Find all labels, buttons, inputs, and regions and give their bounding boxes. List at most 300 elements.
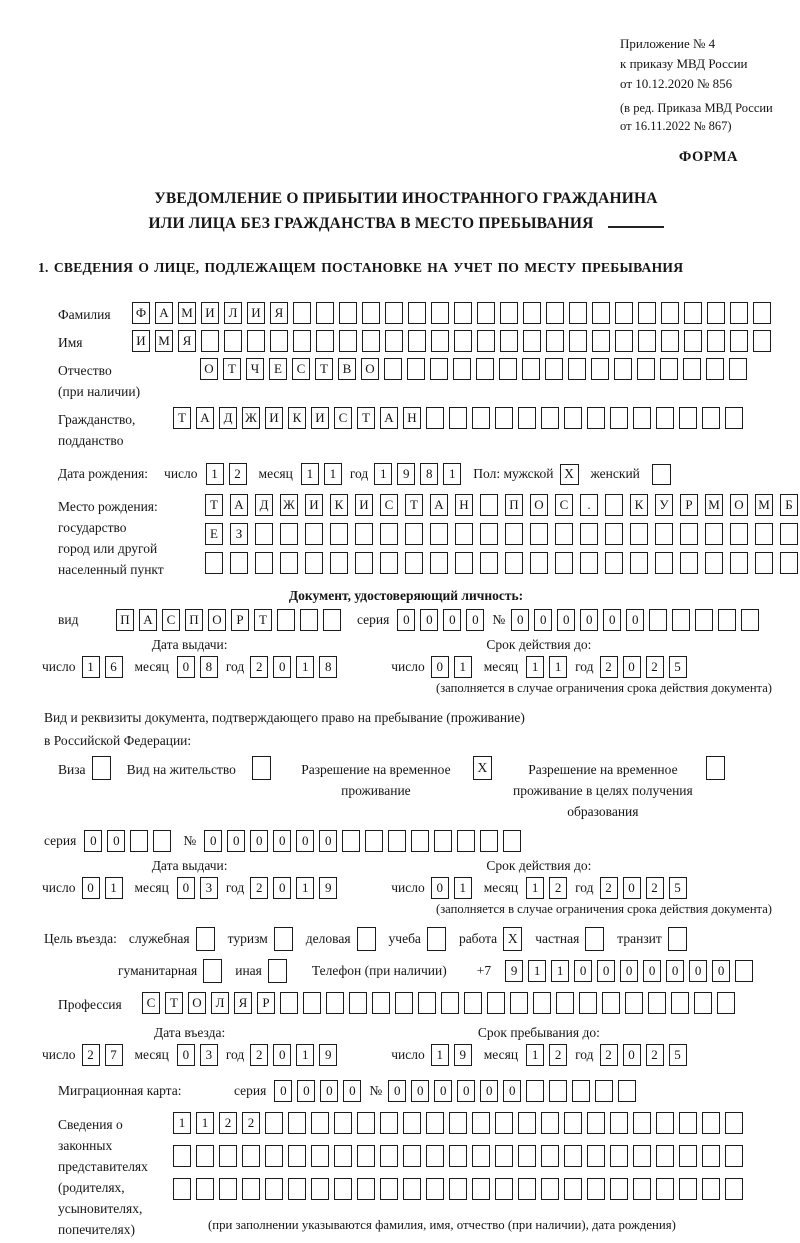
char-cell[interactable]: 3	[200, 1044, 218, 1066]
char-cell[interactable]	[480, 523, 498, 545]
char-cell[interactable]	[718, 609, 736, 631]
char-cell[interactable]	[530, 552, 548, 574]
purpose-business-checkbox[interactable]	[357, 927, 376, 951]
char-cell[interactable]	[587, 1112, 605, 1134]
char-cell[interactable]	[572, 1080, 590, 1102]
char-cell[interactable]	[725, 1145, 743, 1167]
char-cell[interactable]: П	[116, 609, 134, 631]
char-cell[interactable]: 0	[227, 830, 245, 852]
visa-checkbox[interactable]	[92, 756, 111, 780]
permit-issue-month-cells[interactable]	[177, 877, 218, 899]
char-cell[interactable]: 2	[229, 463, 247, 485]
char-cell[interactable]: 0	[320, 1080, 338, 1102]
char-cell[interactable]	[602, 992, 620, 1014]
doc-expiry-day-cells[interactable]	[431, 656, 472, 678]
char-cell[interactable]	[518, 1112, 536, 1134]
char-cell[interactable]: 0	[574, 960, 592, 982]
char-cell[interactable]: 2	[242, 1112, 260, 1134]
char-cell[interactable]	[330, 552, 348, 574]
char-cell[interactable]	[530, 523, 548, 545]
surname-cells[interactable]	[132, 302, 771, 324]
char-cell[interactable]	[615, 330, 633, 352]
char-cell[interactable]	[380, 1178, 398, 1200]
char-cell[interactable]: С	[292, 358, 310, 380]
purpose-tourism-checkbox[interactable]	[274, 927, 293, 951]
char-cell[interactable]: Ч	[246, 358, 264, 380]
char-cell[interactable]	[477, 302, 495, 324]
char-cell[interactable]	[702, 1178, 720, 1200]
char-cell[interactable]	[705, 552, 723, 574]
char-cell[interactable]	[655, 523, 673, 545]
birthplace-cells-row3[interactable]	[205, 552, 798, 574]
char-cell[interactable]	[339, 302, 357, 324]
char-cell[interactable]	[205, 552, 223, 574]
char-cell[interactable]	[403, 1145, 421, 1167]
char-cell[interactable]	[457, 830, 475, 852]
char-cell[interactable]	[453, 358, 471, 380]
char-cell[interactable]	[587, 1178, 605, 1200]
char-cell[interactable]: 1	[296, 656, 314, 678]
char-cell[interactable]: Б	[780, 494, 798, 516]
char-cell[interactable]	[196, 1145, 214, 1167]
char-cell[interactable]: 1	[301, 463, 319, 485]
char-cell[interactable]: А	[430, 494, 448, 516]
char-cell[interactable]: А	[230, 494, 248, 516]
char-cell[interactable]	[230, 552, 248, 574]
char-cell[interactable]: 7	[105, 1044, 123, 1066]
phone-cells[interactable]	[505, 960, 753, 982]
char-cell[interactable]	[545, 358, 563, 380]
char-cell[interactable]	[637, 358, 655, 380]
char-cell[interactable]: 2	[549, 1044, 567, 1066]
char-cell[interactable]	[633, 1112, 651, 1134]
purpose-private-checkbox[interactable]	[585, 927, 604, 951]
char-cell[interactable]: А	[196, 407, 214, 429]
char-cell[interactable]: С	[555, 494, 573, 516]
char-cell[interactable]	[523, 330, 541, 352]
char-cell[interactable]	[533, 992, 551, 1014]
char-cell[interactable]: 2	[549, 877, 567, 899]
char-cell[interactable]: 1	[206, 463, 224, 485]
representatives-cells-row3[interactable]	[173, 1178, 743, 1200]
char-cell[interactable]	[564, 1145, 582, 1167]
char-cell[interactable]: О	[188, 992, 206, 1014]
char-cell[interactable]: 0	[580, 609, 598, 631]
char-cell[interactable]: 0	[557, 609, 575, 631]
char-cell[interactable]	[407, 358, 425, 380]
char-cell[interactable]: 1	[374, 463, 392, 485]
patronymic-cells[interactable]	[200, 358, 747, 380]
char-cell[interactable]	[426, 1112, 444, 1134]
purpose-humanitarian-checkbox[interactable]	[203, 959, 222, 983]
char-cell[interactable]: Т	[405, 494, 423, 516]
char-cell[interactable]: Д	[219, 407, 237, 429]
char-cell[interactable]	[431, 302, 449, 324]
char-cell[interactable]	[255, 523, 273, 545]
char-cell[interactable]	[326, 992, 344, 1014]
char-cell[interactable]: 0	[666, 960, 684, 982]
char-cell[interactable]	[523, 302, 541, 324]
char-cell[interactable]	[580, 552, 598, 574]
purpose-study-checkbox[interactable]	[427, 927, 446, 951]
char-cell[interactable]: Р	[680, 494, 698, 516]
doc-number-cells[interactable]	[511, 609, 759, 631]
gender-female-checkbox[interactable]	[652, 464, 671, 485]
char-cell[interactable]	[411, 830, 429, 852]
char-cell[interactable]: 8	[200, 656, 218, 678]
char-cell[interactable]: 0	[712, 960, 730, 982]
char-cell[interactable]	[579, 992, 597, 1014]
char-cell[interactable]	[173, 1145, 191, 1167]
char-cell[interactable]	[316, 330, 334, 352]
char-cell[interactable]	[679, 1145, 697, 1167]
char-cell[interactable]	[288, 1112, 306, 1134]
char-cell[interactable]	[265, 1178, 283, 1200]
char-cell[interactable]	[555, 523, 573, 545]
char-cell[interactable]	[587, 407, 605, 429]
char-cell[interactable]	[730, 523, 748, 545]
representatives-cells-row2[interactable]	[173, 1145, 743, 1167]
char-cell[interactable]	[564, 1112, 582, 1134]
char-cell[interactable]: 2	[646, 1044, 664, 1066]
char-cell[interactable]	[355, 552, 373, 574]
char-cell[interactable]	[380, 1145, 398, 1167]
char-cell[interactable]	[680, 552, 698, 574]
char-cell[interactable]: Я	[270, 302, 288, 324]
migration-series-cells[interactable]	[274, 1080, 361, 1102]
char-cell[interactable]	[541, 407, 559, 429]
char-cell[interactable]: 6	[105, 656, 123, 678]
char-cell[interactable]	[518, 1178, 536, 1200]
char-cell[interactable]	[472, 407, 490, 429]
char-cell[interactable]	[477, 330, 495, 352]
char-cell[interactable]: И	[355, 494, 373, 516]
doc-series-cells[interactable]	[397, 609, 484, 631]
doc-expiry-year-cells[interactable]	[600, 656, 687, 678]
char-cell[interactable]	[357, 1145, 375, 1167]
char-cell[interactable]	[219, 1178, 237, 1200]
char-cell[interactable]: 8	[319, 656, 337, 678]
birth-month-cells[interactable]	[301, 463, 342, 485]
char-cell[interactable]: 0	[431, 877, 449, 899]
char-cell[interactable]: 0	[296, 830, 314, 852]
char-cell[interactable]	[730, 302, 748, 324]
char-cell[interactable]: Т	[165, 992, 183, 1014]
char-cell[interactable]	[362, 330, 380, 352]
char-cell[interactable]: И	[247, 302, 265, 324]
char-cell[interactable]: М	[755, 494, 773, 516]
char-cell[interactable]: 0	[177, 1044, 195, 1066]
stay-day-cells[interactable]	[431, 1044, 472, 1066]
char-cell[interactable]: 0	[623, 1044, 641, 1066]
citizenship-cells[interactable]	[173, 407, 743, 429]
char-cell[interactable]: 1	[549, 656, 567, 678]
char-cell[interactable]: 0	[511, 609, 529, 631]
birthplace-cells-row1[interactable]	[205, 494, 798, 516]
char-cell[interactable]: 1	[296, 877, 314, 899]
char-cell[interactable]: 0	[388, 1080, 406, 1102]
char-cell[interactable]: И	[305, 494, 323, 516]
char-cell[interactable]	[487, 992, 505, 1014]
gender-male-checkbox[interactable]: X	[560, 464, 579, 485]
char-cell[interactable]	[706, 358, 724, 380]
char-cell[interactable]: 9	[319, 1044, 337, 1066]
char-cell[interactable]	[430, 523, 448, 545]
char-cell[interactable]: 5	[669, 877, 687, 899]
char-cell[interactable]	[694, 992, 712, 1014]
char-cell[interactable]: 2	[219, 1112, 237, 1134]
char-cell[interactable]	[434, 830, 452, 852]
char-cell[interactable]	[592, 330, 610, 352]
char-cell[interactable]	[449, 407, 467, 429]
char-cell[interactable]: 2	[250, 877, 268, 899]
char-cell[interactable]	[707, 302, 725, 324]
char-cell[interactable]: 0	[177, 656, 195, 678]
char-cell[interactable]: 2	[600, 877, 618, 899]
char-cell[interactable]	[730, 552, 748, 574]
char-cell[interactable]: 0	[273, 830, 291, 852]
char-cell[interactable]: О	[361, 358, 379, 380]
char-cell[interactable]	[503, 830, 521, 852]
char-cell[interactable]	[510, 992, 528, 1014]
char-cell[interactable]	[441, 992, 459, 1014]
char-cell[interactable]	[610, 1178, 628, 1200]
char-cell[interactable]: Е	[205, 523, 223, 545]
char-cell[interactable]: П	[185, 609, 203, 631]
char-cell[interactable]	[671, 992, 689, 1014]
char-cell[interactable]	[305, 552, 323, 574]
permit-expiry-year-cells[interactable]	[600, 877, 687, 899]
char-cell[interactable]	[729, 358, 747, 380]
char-cell[interactable]	[280, 523, 298, 545]
char-cell[interactable]	[293, 302, 311, 324]
char-cell[interactable]	[661, 302, 679, 324]
entry-day-cells[interactable]	[82, 1044, 123, 1066]
char-cell[interactable]: Т	[173, 407, 191, 429]
char-cell[interactable]	[610, 407, 628, 429]
char-cell[interactable]: Т	[254, 609, 272, 631]
char-cell[interactable]	[755, 523, 773, 545]
char-cell[interactable]: М	[178, 302, 196, 324]
char-cell[interactable]	[633, 1145, 651, 1167]
char-cell[interactable]	[684, 302, 702, 324]
char-cell[interactable]	[495, 1145, 513, 1167]
char-cell[interactable]	[780, 552, 798, 574]
char-cell[interactable]: М	[155, 330, 173, 352]
char-cell[interactable]	[656, 407, 674, 429]
char-cell[interactable]	[702, 1112, 720, 1134]
char-cell[interactable]	[707, 330, 725, 352]
char-cell[interactable]	[480, 494, 498, 516]
char-cell[interactable]	[426, 407, 444, 429]
char-cell[interactable]: Л	[211, 992, 229, 1014]
char-cell[interactable]	[683, 358, 701, 380]
char-cell[interactable]: 0	[177, 877, 195, 899]
char-cell[interactable]: 0	[420, 609, 438, 631]
char-cell[interactable]: 5	[669, 1044, 687, 1066]
char-cell[interactable]	[472, 1145, 490, 1167]
char-cell[interactable]: 2	[646, 656, 664, 678]
char-cell[interactable]	[449, 1145, 467, 1167]
char-cell[interactable]: 1	[105, 877, 123, 899]
char-cell[interactable]	[362, 302, 380, 324]
char-cell[interactable]: 1	[324, 463, 342, 485]
char-cell[interactable]: Т	[357, 407, 375, 429]
char-cell[interactable]	[541, 1145, 559, 1167]
char-cell[interactable]	[311, 1145, 329, 1167]
char-cell[interactable]: 0	[273, 656, 291, 678]
char-cell[interactable]: 0	[84, 830, 102, 852]
char-cell[interactable]	[454, 302, 472, 324]
char-cell[interactable]: 2	[600, 656, 618, 678]
char-cell[interactable]	[293, 330, 311, 352]
char-cell[interactable]: 0	[204, 830, 222, 852]
char-cell[interactable]	[595, 1080, 613, 1102]
char-cell[interactable]: 0	[397, 609, 415, 631]
char-cell[interactable]: 0	[626, 609, 644, 631]
char-cell[interactable]: 0	[274, 1080, 292, 1102]
char-cell[interactable]	[648, 992, 666, 1014]
char-cell[interactable]	[518, 1145, 536, 1167]
char-cell[interactable]	[546, 330, 564, 352]
doc-expiry-month-cells[interactable]	[526, 656, 567, 678]
char-cell[interactable]	[430, 552, 448, 574]
purpose-other-checkbox[interactable]	[268, 959, 287, 983]
char-cell[interactable]: 0	[297, 1080, 315, 1102]
char-cell[interactable]: 2	[600, 1044, 618, 1066]
migration-number-cells[interactable]	[388, 1080, 636, 1102]
char-cell[interactable]	[655, 552, 673, 574]
char-cell[interactable]	[717, 992, 735, 1014]
char-cell[interactable]	[705, 523, 723, 545]
birth-year-cells[interactable]	[374, 463, 461, 485]
char-cell[interactable]: 9	[397, 463, 415, 485]
char-cell[interactable]: 0	[434, 1080, 452, 1102]
char-cell[interactable]	[270, 330, 288, 352]
char-cell[interactable]: Ж	[242, 407, 260, 429]
char-cell[interactable]: У	[655, 494, 673, 516]
char-cell[interactable]	[303, 992, 321, 1014]
char-cell[interactable]	[755, 552, 773, 574]
char-cell[interactable]: 0	[620, 960, 638, 982]
char-cell[interactable]	[330, 523, 348, 545]
char-cell[interactable]	[702, 1145, 720, 1167]
doc-kind-cells[interactable]	[116, 609, 341, 631]
char-cell[interactable]	[638, 302, 656, 324]
temp-residence-checkbox[interactable]: X	[473, 756, 492, 780]
char-cell[interactable]	[610, 1145, 628, 1167]
char-cell[interactable]: Т	[205, 494, 223, 516]
char-cell[interactable]: 0	[443, 609, 461, 631]
char-cell[interactable]	[334, 1178, 352, 1200]
char-cell[interactable]	[633, 407, 651, 429]
char-cell[interactable]	[265, 1112, 283, 1134]
char-cell[interactable]	[430, 358, 448, 380]
char-cell[interactable]: 0	[623, 877, 641, 899]
char-cell[interactable]	[695, 609, 713, 631]
char-cell[interactable]	[605, 552, 623, 574]
char-cell[interactable]	[633, 1178, 651, 1200]
char-cell[interactable]: 0	[480, 1080, 498, 1102]
char-cell[interactable]: 3	[200, 877, 218, 899]
char-cell[interactable]	[656, 1145, 674, 1167]
char-cell[interactable]: .	[580, 494, 598, 516]
char-cell[interactable]	[349, 992, 367, 1014]
char-cell[interactable]	[472, 1112, 490, 1134]
char-cell[interactable]	[464, 992, 482, 1014]
char-cell[interactable]	[587, 1145, 605, 1167]
char-cell[interactable]: 0	[343, 1080, 361, 1102]
profession-cells[interactable]	[142, 992, 735, 1014]
char-cell[interactable]	[780, 523, 798, 545]
char-cell[interactable]: О	[730, 494, 748, 516]
char-cell[interactable]: 1	[526, 1044, 544, 1066]
char-cell[interactable]: 0	[319, 830, 337, 852]
char-cell[interactable]: Р	[257, 992, 275, 1014]
char-cell[interactable]	[219, 1145, 237, 1167]
char-cell[interactable]: М	[705, 494, 723, 516]
char-cell[interactable]: 0	[534, 609, 552, 631]
birth-day-cells[interactable]	[206, 463, 247, 485]
char-cell[interactable]: 0	[597, 960, 615, 982]
char-cell[interactable]: 1	[196, 1112, 214, 1134]
char-cell[interactable]	[130, 830, 148, 852]
char-cell[interactable]	[365, 830, 383, 852]
char-cell[interactable]	[380, 523, 398, 545]
char-cell[interactable]	[679, 407, 697, 429]
char-cell[interactable]: Ж	[280, 494, 298, 516]
char-cell[interactable]	[580, 523, 598, 545]
char-cell[interactable]: 0	[431, 656, 449, 678]
char-cell[interactable]	[247, 330, 265, 352]
char-cell[interactable]: 9	[454, 1044, 472, 1066]
char-cell[interactable]: 1	[454, 877, 472, 899]
char-cell[interactable]: 0	[457, 1080, 475, 1102]
char-cell[interactable]	[556, 992, 574, 1014]
char-cell[interactable]: К	[630, 494, 648, 516]
char-cell[interactable]	[526, 1080, 544, 1102]
char-cell[interactable]	[380, 1112, 398, 1134]
permit-number-cells[interactable]	[204, 830, 521, 852]
stay-year-cells[interactable]	[600, 1044, 687, 1066]
char-cell[interactable]	[173, 1178, 191, 1200]
char-cell[interactable]	[449, 1112, 467, 1134]
given-name-cells[interactable]	[132, 330, 771, 352]
char-cell[interactable]: 1	[443, 463, 461, 485]
char-cell[interactable]	[388, 830, 406, 852]
char-cell[interactable]	[591, 358, 609, 380]
char-cell[interactable]: Е	[269, 358, 287, 380]
char-cell[interactable]: 0	[107, 830, 125, 852]
char-cell[interactable]	[395, 992, 413, 1014]
char-cell[interactable]	[568, 358, 586, 380]
char-cell[interactable]: Д	[255, 494, 273, 516]
char-cell[interactable]	[495, 1178, 513, 1200]
char-cell[interactable]: И	[265, 407, 283, 429]
char-cell[interactable]: С	[142, 992, 160, 1014]
char-cell[interactable]: И	[311, 407, 329, 429]
char-cell[interactable]	[334, 1145, 352, 1167]
char-cell[interactable]	[541, 1178, 559, 1200]
char-cell[interactable]	[630, 552, 648, 574]
char-cell[interactable]	[725, 407, 743, 429]
char-cell[interactable]: А	[155, 302, 173, 324]
char-cell[interactable]	[725, 1112, 743, 1134]
char-cell[interactable]: Н	[403, 407, 421, 429]
char-cell[interactable]	[564, 1178, 582, 1200]
char-cell[interactable]	[735, 960, 753, 982]
char-cell[interactable]	[449, 1178, 467, 1200]
